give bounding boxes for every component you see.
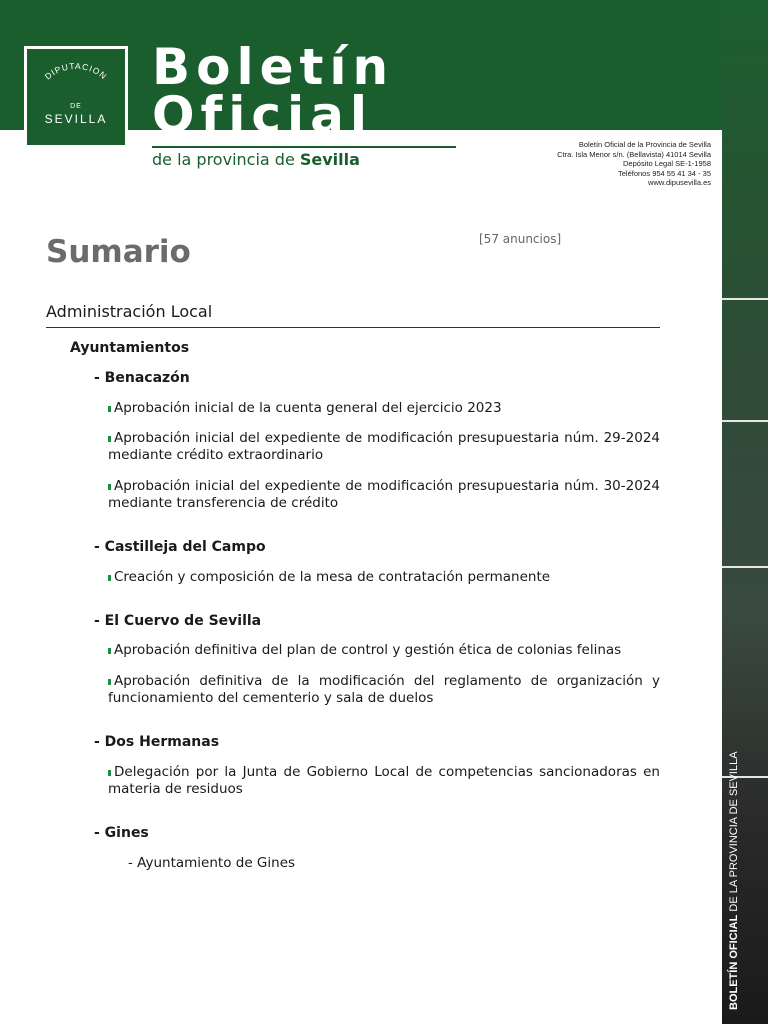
bullet-icon	[108, 406, 111, 412]
list-item[interactable]: Aprobación definitiva de la modificación del reglamento de organización y funcionamiento del cementerio y sala de duelos	[108, 673, 660, 706]
logo-arc-icon	[27, 49, 125, 145]
entity-heading: - El Cuervo de Sevilla	[94, 613, 262, 629]
list-item[interactable]: Aprobación definitiva del plan de control y gestión ética de colonias felinas	[108, 642, 660, 659]
bullet-icon	[108, 436, 111, 442]
section-heading: Administración Local	[46, 302, 660, 328]
sidebar-divider	[722, 566, 768, 568]
bullet-icon	[108, 770, 111, 776]
bullet-icon	[108, 679, 111, 685]
entity-heading: - Benacazón	[94, 370, 190, 386]
contact-line: Depósito Legal SE-1-1958	[623, 159, 711, 168]
masthead-title-line2: Oficial	[152, 86, 374, 144]
group-heading: Ayuntamientos	[70, 340, 190, 356]
sumario-title: Sumario	[46, 234, 191, 270]
sidebar-divider	[722, 420, 768, 422]
announcement-count: [57 anuncios]	[479, 232, 562, 246]
contact-link[interactable]: www.dipusevilla.es	[648, 178, 711, 187]
list-item[interactable]: Delegación por la Junta de Gobierno Local de competencias sancionadoras en materia de residuos	[108, 764, 660, 797]
bullet-icon	[108, 484, 111, 490]
entity-heading: - Castilleja del Campo	[94, 539, 266, 555]
logo-top-text: DIPUTACION	[42, 60, 110, 82]
entity-heading: - Gines	[94, 825, 149, 841]
masthead-subtitle: de la provincia de Sevilla	[152, 146, 456, 169]
sidebar-vertical-title: BOLETÍN OFICIAL DE LA PROVINCIA DE SEVILLA	[728, 751, 740, 1010]
list-item[interactable]: Creación y composición de la mesa de contratación permanente	[108, 569, 660, 586]
bullet-icon	[108, 648, 111, 654]
list-item[interactable]: Aprobación inicial del expediente de modificación presupuestaria núm. 30-2024 mediante transferencia de crédito	[108, 478, 660, 511]
bullet-icon	[108, 575, 111, 581]
contact-line: Boletín Oficial de la Provincia de Sevilla	[578, 140, 711, 149]
sidebar-band	[722, 0, 768, 1024]
logo-mid-text: DE	[70, 103, 82, 110]
logo-bottom-text: SEVILLA	[44, 112, 108, 126]
contact-line: Teléfonos 954 55 41 34 - 35	[618, 168, 711, 178]
svg-text:DIPUTACION	[43, 61, 110, 82]
contact-line: Ctra. Isla Menor s/n. (Bellavista) 41014 Sevilla	[557, 149, 711, 159]
list-item[interactable]: Aprobación inicial del expediente de modificación presupuestaria núm. 29-2024 mediante crédito extraordinario	[108, 430, 660, 463]
sub-entity[interactable]: - Ayuntamiento de Gines	[128, 855, 296, 871]
diputacion-logo	[24, 46, 128, 148]
masthead-title-line1: Boletín	[152, 38, 395, 96]
list-item[interactable]: Aprobación inicial de la cuenta general del ejercicio 2023	[108, 400, 660, 417]
contact-block	[557, 140, 711, 188]
entity-heading: - Dos Hermanas	[94, 734, 220, 750]
sidebar-divider	[722, 298, 768, 300]
